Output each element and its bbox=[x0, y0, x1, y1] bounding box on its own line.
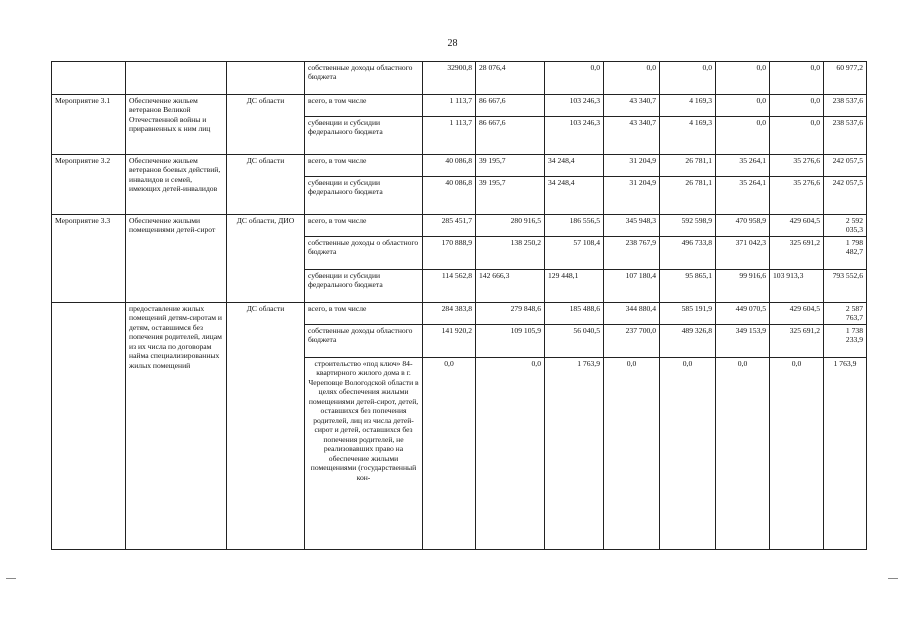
cell-value: 40 086,8 bbox=[423, 177, 476, 215]
cell-total: 242 057,5 bbox=[824, 155, 867, 177]
cell-value: 0,0 bbox=[660, 358, 716, 550]
cell-source: всего, в том числе bbox=[305, 95, 423, 117]
table-row bbox=[52, 215, 867, 237]
cell-executor bbox=[227, 62, 305, 95]
cell-value: 86 667,6 bbox=[476, 95, 545, 117]
cell-value: 0,0 bbox=[770, 95, 824, 117]
cell-value: 107 180,4 bbox=[604, 270, 660, 303]
cell-value: 34 248,4 bbox=[545, 177, 604, 215]
cell-value: 141 920,2 bbox=[423, 325, 476, 358]
cell-description: предоставление жилых помещений детям-сиротам и детям, оставшимся без попечения родителей, лицам из их числа по договорам найма специализированных жилых помещений bbox=[126, 303, 227, 550]
cell-value: 26 781,1 bbox=[660, 177, 716, 215]
cell-value: 39 195,7 bbox=[476, 177, 545, 215]
cell-value: 103 246,3 bbox=[545, 117, 604, 155]
cell-executor: ДС области, ДИО bbox=[227, 215, 305, 303]
cell-value: 371 042,3 bbox=[716, 237, 770, 270]
cell-value: 1 113,7 bbox=[423, 95, 476, 117]
cell-total: 238 537,6 bbox=[824, 95, 867, 117]
crop-mark bbox=[6, 578, 16, 579]
cell-activity: Мероприятие 3.1 bbox=[52, 95, 126, 155]
cell-activity bbox=[52, 303, 126, 550]
cell-value: 470 958,9 bbox=[716, 215, 770, 237]
cell-total: 1 763,9 bbox=[824, 358, 867, 550]
cell-value: 325 691,2 bbox=[770, 237, 824, 270]
cell-source: собственные доходы о областного бюджета bbox=[305, 237, 423, 270]
cell-executor: ДС области bbox=[227, 155, 305, 215]
cell-description: Обеспечение жилыми помещениями детей-сирот bbox=[126, 215, 227, 303]
cell-activity bbox=[52, 62, 126, 95]
crop-mark bbox=[888, 578, 898, 579]
cell-value: 429 604,5 bbox=[770, 215, 824, 237]
cell-value: 34 248,4 bbox=[545, 155, 604, 177]
cell-value: 238 767,9 bbox=[604, 237, 660, 270]
cell-source: собственные доходы областного бюджета bbox=[305, 62, 423, 95]
cell-value: 0,0 bbox=[545, 62, 604, 95]
cell-source: всего, в том числе bbox=[305, 303, 423, 325]
cell-total: 2 592 035,3 bbox=[824, 215, 867, 237]
cell-value: 170 888,9 bbox=[423, 237, 476, 270]
cell-value: 103 913,3 bbox=[770, 270, 824, 303]
cell-value: 585 191,9 bbox=[660, 303, 716, 325]
cell-value: 4 169,3 bbox=[660, 117, 716, 155]
cell-value: 43 340,7 bbox=[604, 95, 660, 117]
cell-total: 1 798 482,7 bbox=[824, 237, 867, 270]
cell-value: 56 040,5 bbox=[545, 325, 604, 358]
cell-value: 186 556,5 bbox=[545, 215, 604, 237]
cell-value: 35 264,1 bbox=[716, 177, 770, 215]
cell-value: 592 598,9 bbox=[660, 215, 716, 237]
cell-value: 0,0 bbox=[604, 358, 660, 550]
cell-source: субвенции и субсидии федерального бюджета bbox=[305, 117, 423, 155]
cell-description: Обеспечение жильем ветеранов боевых действий, инвалидов и семей, имеющих детей-инвалидов bbox=[126, 155, 227, 215]
cell-source: всего, в том числе bbox=[305, 215, 423, 237]
cell-source: всего, в том числе bbox=[305, 155, 423, 177]
cell-total: 238 537,6 bbox=[824, 117, 867, 155]
cell-value: 349 153,9 bbox=[716, 325, 770, 358]
cell-value: 0,0 bbox=[660, 62, 716, 95]
cell-value: 0,0 bbox=[604, 62, 660, 95]
cell-value: 138 250,2 bbox=[476, 237, 545, 270]
cell-value: 345 948,3 bbox=[604, 215, 660, 237]
cell-value: 39 195,7 bbox=[476, 155, 545, 177]
cell-source: собственные доходы областного бюджета bbox=[305, 325, 423, 358]
cell-description: Обеспечение жильем ветеранов Великой Отечественной войны и приравненных к ним лиц bbox=[126, 95, 227, 155]
cell-executor: ДС области bbox=[227, 303, 305, 550]
table-row bbox=[52, 303, 867, 325]
cell-total: 60 977,2 bbox=[824, 62, 867, 95]
cell-value: 109 105,9 bbox=[476, 325, 545, 358]
cell-value: 0,0 bbox=[770, 62, 824, 95]
cell-value: 31 204,9 bbox=[604, 155, 660, 177]
table-row bbox=[52, 155, 867, 177]
cell-value: 28 076,4 bbox=[476, 62, 545, 95]
cell-value: 1 763,9 bbox=[545, 358, 604, 550]
cell-value: 99 916,6 bbox=[716, 270, 770, 303]
table-row bbox=[52, 95, 867, 117]
cell-total: 242 057,5 bbox=[824, 177, 867, 215]
cell-value: 32900,8 bbox=[423, 62, 476, 95]
cell-value: 237 700,0 bbox=[604, 325, 660, 358]
cell-source: субвенции и субсидии федерального бюджета bbox=[305, 270, 423, 303]
cell-total: 2 587 763,7 bbox=[824, 303, 867, 325]
cell-value: 103 246,3 bbox=[545, 95, 604, 117]
cell-value: 86 667,6 bbox=[476, 117, 545, 155]
cell-value: 35 276,6 bbox=[770, 155, 824, 177]
cell-value: 185 488,6 bbox=[545, 303, 604, 325]
cell-value: 449 070,5 bbox=[716, 303, 770, 325]
cell-value: 1 113,7 bbox=[423, 117, 476, 155]
cell-source: субвенции и субсидии федерального бюджета bbox=[305, 177, 423, 215]
cell-total: 1 738 233,9 bbox=[824, 325, 867, 358]
cell-value: 114 562,8 bbox=[423, 270, 476, 303]
cell-value: 142 666,3 bbox=[476, 270, 545, 303]
cell-activity: Мероприятие 3.2 bbox=[52, 155, 126, 215]
cell-value: 43 340,7 bbox=[604, 117, 660, 155]
cell-value: 26 781,1 bbox=[660, 155, 716, 177]
cell-value: 35 276,6 bbox=[770, 177, 824, 215]
table-row bbox=[52, 62, 867, 95]
page-number: 28 bbox=[447, 38, 458, 49]
cell-value: 0,0 bbox=[770, 358, 824, 550]
cell-value: 496 733,8 bbox=[660, 237, 716, 270]
cell-value: 0,0 bbox=[770, 117, 824, 155]
cell-value: 0,0 bbox=[716, 358, 770, 550]
cell-value: 284 383,8 bbox=[423, 303, 476, 325]
cell-value: 285 451,7 bbox=[423, 215, 476, 237]
cell-source: строительство «под ключ» 84-квартирного жилого дома в г. Череповце Вологодской области в целях обеспечения жилыми помещениями детей-сирот, детей, оставшихся без попечения родителей, лиц из числа детей-сирот и детей, оставшихся без попечения родителей, не реализовавших право на обеспечение жилыми помещениями (государственный кон- bbox=[305, 358, 423, 550]
cell-executor: ДС области bbox=[227, 95, 305, 155]
cell-value: 0,0 bbox=[476, 358, 545, 550]
cell-description bbox=[126, 62, 227, 95]
cell-value: 4 169,3 bbox=[660, 95, 716, 117]
cell-activity: Мероприятие 3.3 bbox=[52, 215, 126, 303]
cell-value: 280 916,5 bbox=[476, 215, 545, 237]
cell-value: 325 691,2 bbox=[770, 325, 824, 358]
cell-value: 0,0 bbox=[716, 117, 770, 155]
cell-value: 95 865,1 bbox=[660, 270, 716, 303]
cell-value: 129 448,1 bbox=[545, 270, 604, 303]
cell-value: 0,0 bbox=[423, 358, 476, 550]
cell-value: 0,0 bbox=[716, 62, 770, 95]
cell-value: 344 880,4 bbox=[604, 303, 660, 325]
financing-table bbox=[51, 61, 867, 550]
cell-value: 279 848,6 bbox=[476, 303, 545, 325]
cell-value: 57 108,4 bbox=[545, 237, 604, 270]
cell-value: 489 326,8 bbox=[660, 325, 716, 358]
cell-value: 35 264,1 bbox=[716, 155, 770, 177]
cell-value: 40 086,8 bbox=[423, 155, 476, 177]
cell-value: 31 204,9 bbox=[604, 177, 660, 215]
cell-value: 0,0 bbox=[716, 95, 770, 117]
cell-total: 793 552,6 bbox=[824, 270, 867, 303]
cell-value: 429 604,5 bbox=[770, 303, 824, 325]
